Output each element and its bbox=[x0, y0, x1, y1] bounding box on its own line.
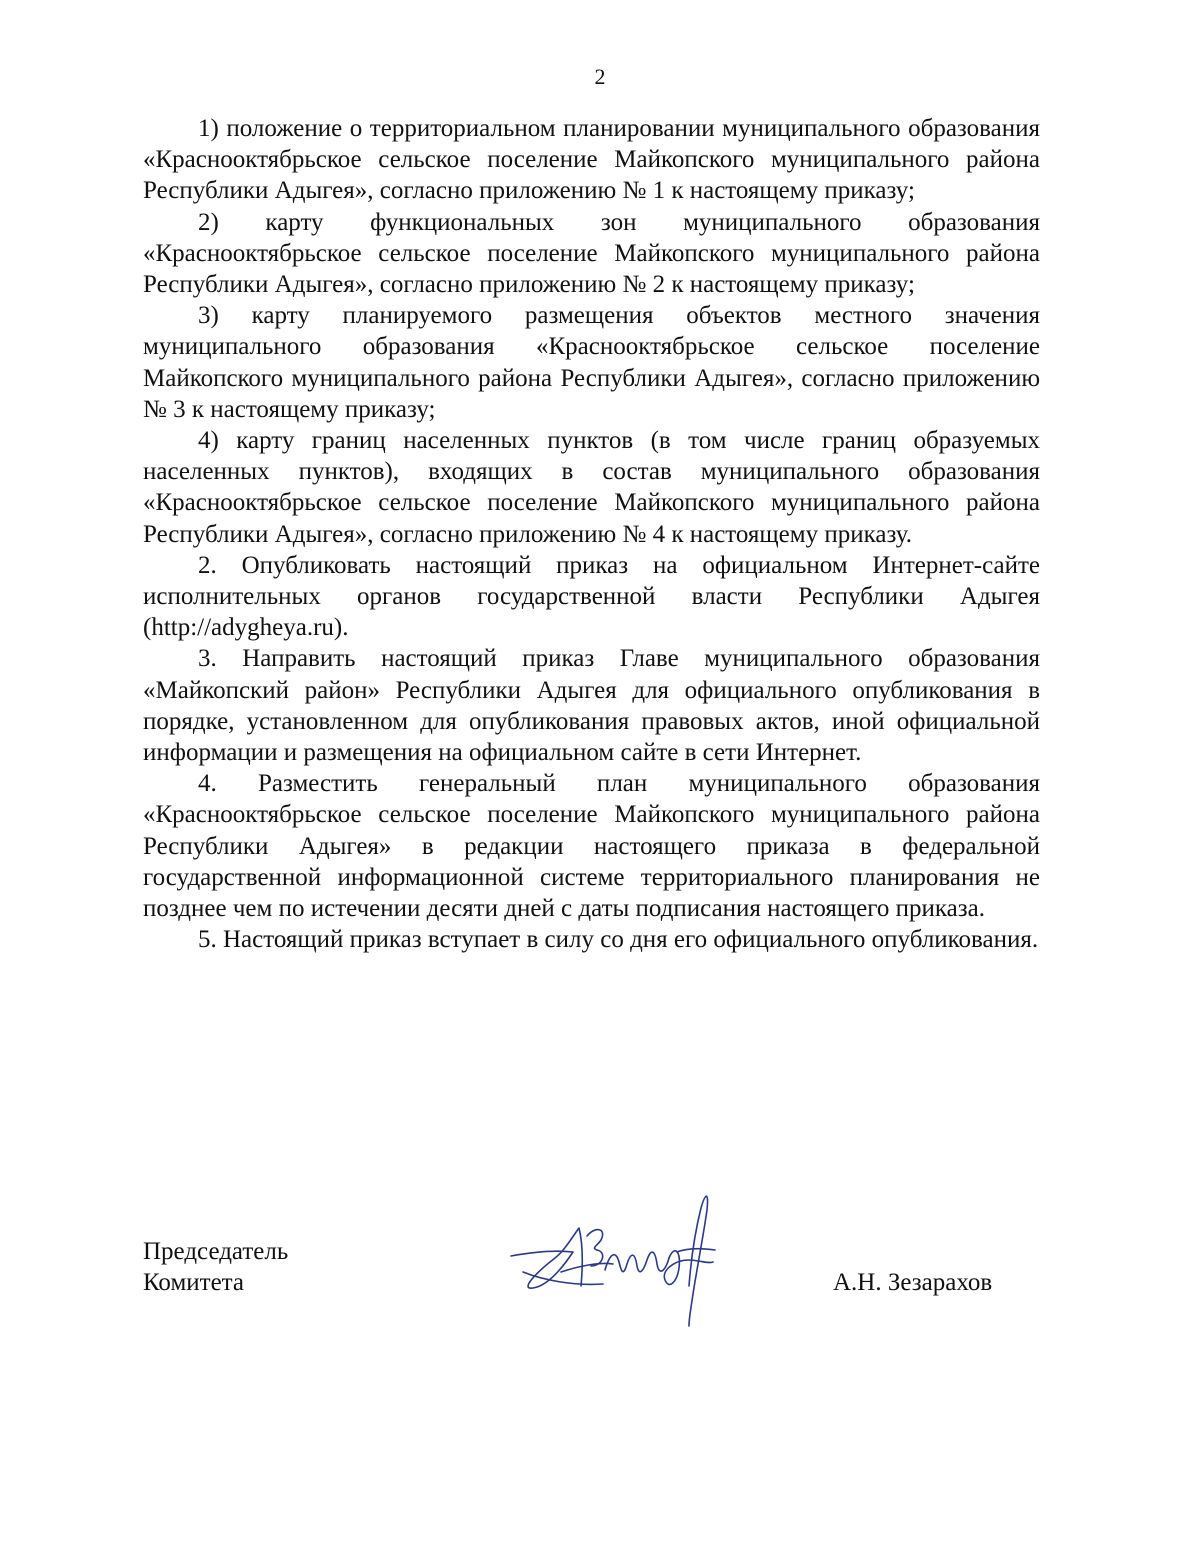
paragraph-effective: 5. Настоящий приказ вступает в силу со дня его официального опубликования. bbox=[198, 926, 1039, 954]
paragraph-item-1: 1) положение о территориальном планировании муниципального образования «Краснооктябрьское сельское поселение Майкопского муниципального района Республики Адыгея», согласно приложению № 1 к настоящему приказу; bbox=[143, 115, 1040, 205]
signer-name: А.Н. Зезарахов bbox=[833, 1269, 993, 1296]
page-number: 2 bbox=[594, 64, 606, 89]
paragraph-item-4: 4) карту границ населенных пунктов (в том числе границ образуемых населенных пунктов), входящих в состав муниципального образования «Краснооктябрьское сельское поселение Майкопского муниципального района Республики Адыгея», согласно приложению № 4 к настоящему приказу. bbox=[143, 427, 1040, 548]
paragraph-place: 4. Разместить генеральный план муниципального образования «Краснооктябрьское сельское поселение Майкопского муниципального района Республики Адыгея» в редакции настоящего приказа в федеральной государственной информационной системе территориального планирования не позднее чем по истечении десяти дней с даты подписания настоящего приказа. bbox=[143, 770, 1040, 923]
signer-position-line2: Комитета bbox=[143, 1269, 245, 1296]
paragraph-item-2: 2) карту функциональных зон муниципального образования «Краснооктябрьское сельское поселение Майкопского муниципального района Республики Адыгея», согласно приложению № 2 к настоящему приказу; bbox=[143, 208, 1040, 299]
signature-block bbox=[143, 1236, 1043, 1356]
signer-position-line1: Председатель bbox=[143, 1238, 289, 1265]
paragraph-send: 3. Направить настоящий приказ Главе муниципального образования «Майкопский район» Республики Адыгея для официального опубликования в порядке, установленном для опубликования правовых актов, иной официальной информации и размещения на официальном сайте в сети Интернет. bbox=[143, 645, 1040, 767]
paragraph-item-3: 3) карту планируемого размещения объектов местного значения муниципального образования «Краснооктябрьское сельское поселение Майкопского муниципального района Республики Адыгея», согласно приложению № 3 к настоящему приказу; bbox=[143, 302, 1040, 423]
handwritten-signature bbox=[503, 1186, 743, 1336]
document-body bbox=[143, 113, 1040, 955]
paragraph-publish: 2. Опубликовать настоящий приказ на официальном Интернет-сайте исполнительных органов государственной власти Республики Адыгея (http://adygheya.ru). bbox=[143, 551, 1040, 642]
signer-position bbox=[143, 1236, 288, 1298]
